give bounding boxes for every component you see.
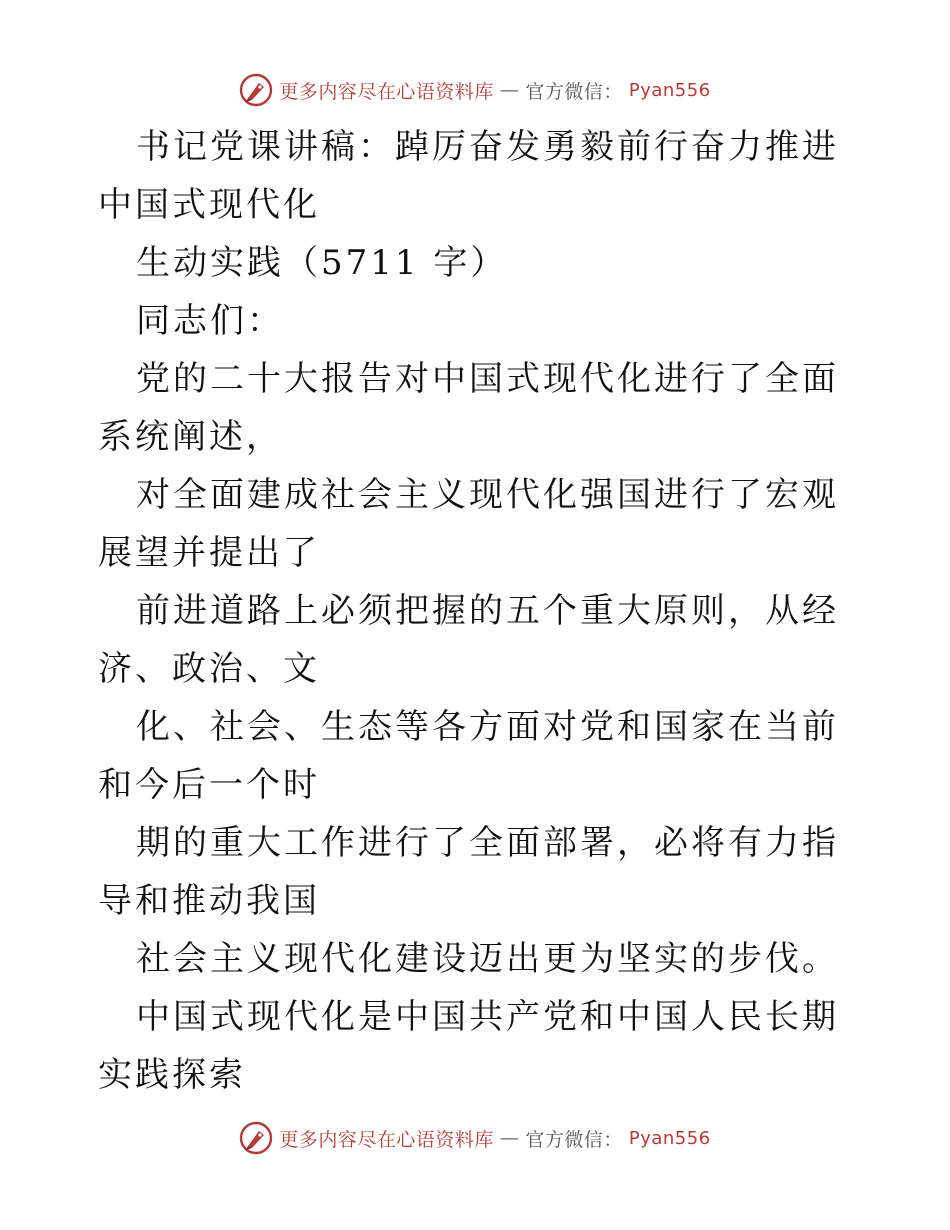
watermark-site-text: 更多内容尽在心语资料库 [279, 1128, 494, 1151]
paragraph: 化、社会、生态等各方面对党和国家在当前和今后一个时 [98, 707, 839, 805]
footer-watermark [0, 1118, 950, 1158]
document-body [98, 118, 858, 1104]
salutation: 同志们： [136, 301, 284, 341]
watermark-label: 官方微信： [525, 1128, 623, 1151]
paragraph: 对全面建成社会主义现代化强国进行了宏观展望并提出了 [98, 475, 839, 573]
watermark-id: Pyan556 [628, 1127, 711, 1149]
document-title-continued: 生动实践（5711 字） [136, 243, 508, 283]
watermark-label: 官方微信： [525, 80, 623, 103]
pen-nib-logo-icon [239, 73, 273, 107]
watermark-id: Pyan556 [628, 79, 711, 101]
watermark-separator: — [499, 79, 520, 101]
pen-nib-logo-icon [239, 1121, 273, 1155]
watermark-site-text: 更多内容尽在心语资料库 [279, 80, 494, 103]
paragraph: 期的重大工作进行了全面部署，必将有力指导和推动我国 [98, 823, 839, 921]
paragraph: 党的二十大报告对中国式现代化进行了全面系统阐述， [98, 359, 839, 457]
header-watermark [0, 70, 950, 110]
paragraph: 中国式现代化是中国共产党和中国人民长期实践探索 [98, 997, 839, 1095]
paragraph: 社会主义现代化建设迈出更为坚实的步伐。 [136, 939, 839, 979]
paragraph: 前进道路上必须把握的五个重大原则，从经济、政治、文 [98, 591, 839, 689]
watermark-separator: — [499, 1127, 520, 1149]
document-title: 书记党课讲稿：踔厉奋发勇毅前行奋力推进中国式现代化 [98, 127, 839, 225]
